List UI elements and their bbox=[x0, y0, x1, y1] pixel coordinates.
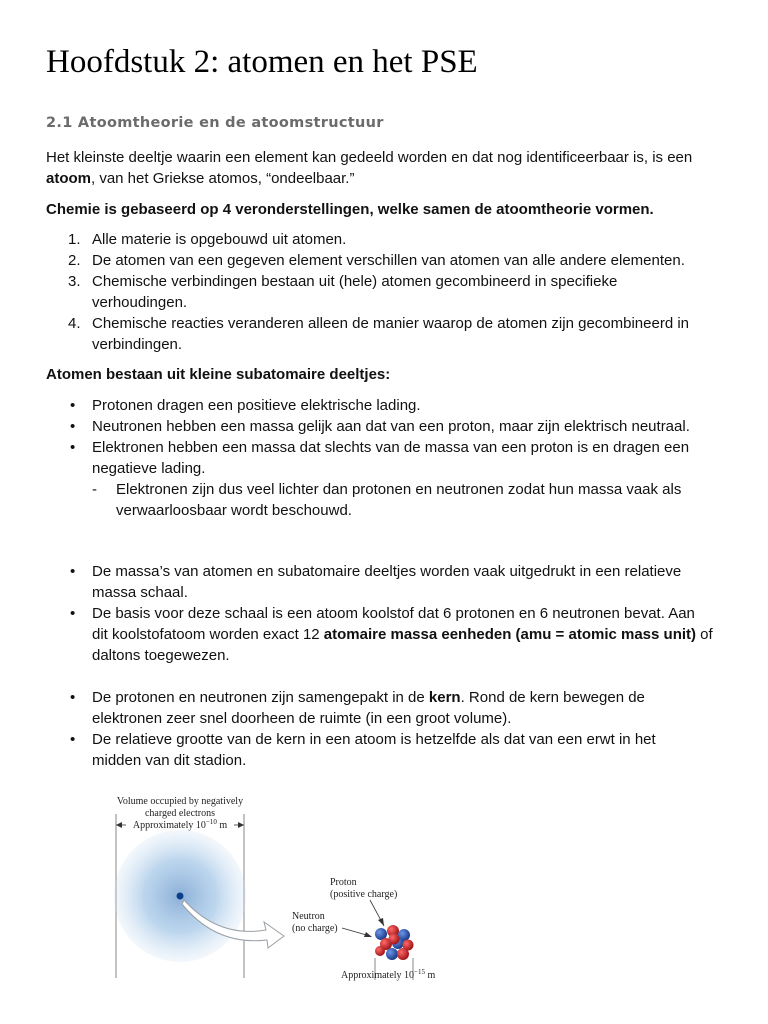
proton-label-2: (positive charge) bbox=[330, 889, 398, 900]
text-segment: of bbox=[696, 626, 713, 643]
atom-structure-figure bbox=[98, 788, 478, 988]
list-number: 2. bbox=[68, 252, 81, 269]
list-item-continuation: negatieve lading. bbox=[92, 460, 206, 477]
amu-bold-term: atomaire massa eenheden (amu = atomic mass unit) bbox=[323, 626, 697, 643]
subatomic-heading: Atomen bestaan uit kleine subatomaire deeltjes: bbox=[46, 366, 391, 383]
neutron-sphere bbox=[386, 948, 398, 960]
text-segment: . Rond de kern bewegen de bbox=[460, 689, 645, 706]
electron-cloud-label-2: charged electrons bbox=[144, 808, 216, 819]
theory-heading: Chemie is gebaseerd op 4 veronderstellingen, welke samen de atoomtheorie vormen. bbox=[46, 201, 654, 218]
list-item: Alle materie is opgebouwd uit atomen. bbox=[92, 231, 347, 248]
list-item: Protonen dragen een positieve elektrische lading. bbox=[92, 397, 421, 414]
bullet-icon: • bbox=[70, 605, 76, 622]
text-segment: dit koolstofatoom worden exact 12 bbox=[92, 626, 324, 643]
dash-marker: - bbox=[92, 481, 97, 498]
bullet-icon: • bbox=[70, 418, 76, 435]
list-item-continuation: verhoudingen. bbox=[92, 294, 188, 311]
proton-label: Proton bbox=[330, 877, 357, 888]
sub-list-item: Elektronen zijn dus veel lichter dan protonen en neutronen zodat hun massa vaak als bbox=[116, 481, 682, 498]
bullet-icon: • bbox=[70, 731, 76, 748]
list-item: De relatieve grootte van de kern in een atoom is hetzelfde als dat van een erwt in het bbox=[92, 731, 656, 748]
list-item-continuation: midden van dit stadion. bbox=[92, 752, 247, 769]
kern-bold-term: kern bbox=[428, 689, 461, 706]
proton-sphere bbox=[375, 946, 385, 956]
proton-sphere bbox=[397, 948, 409, 960]
list-item: Elektronen hebben een massa dat slechts van de massa van een proton is en dragen een bbox=[92, 439, 690, 456]
list-item-continuation: elektronen zeer snel doorheen de ruimte (in een groot volume). bbox=[92, 710, 512, 727]
arrowhead-right-icon bbox=[238, 822, 244, 828]
atom-size-text: Approximately 10 bbox=[132, 820, 206, 831]
nucleus-size-label bbox=[341, 968, 436, 981]
list-item: Neutronen hebben een massa gelijk aan dat van een proton, maar zijn elektrisch neutraal. bbox=[92, 418, 690, 435]
bullet-icon: • bbox=[70, 689, 76, 706]
sub-list-item-continuation: verwaarloosbaar wordt beschouwd. bbox=[116, 502, 352, 519]
nucleus-dot bbox=[177, 893, 184, 900]
neutron-label-2: (no charge) bbox=[292, 923, 338, 934]
nucleus-size-exponent: −15 bbox=[414, 968, 425, 976]
bullet-icon: • bbox=[70, 397, 76, 414]
list-number: 4. bbox=[68, 315, 81, 332]
intro-rest: , van het Griekse atomos, “ondeelbaar.” bbox=[91, 170, 355, 187]
list-item: De massa’s van atomen en subatomaire deeltjes worden vaak uitgedrukt in een relatieve bbox=[92, 563, 682, 580]
atom-size-unit: m bbox=[216, 820, 228, 831]
list-item: Chemische reacties veranderen alleen de manier waarop de atomen zijn gecombineerd in bbox=[92, 315, 690, 332]
section-heading: 2.1 Atoomtheorie en de atoomstructuur bbox=[46, 115, 384, 131]
list-number: 1. bbox=[68, 231, 81, 248]
neutron-label: Neutron bbox=[292, 911, 325, 922]
list-item-continuation: massa schaal. bbox=[92, 584, 188, 601]
neutron-arrowhead-icon bbox=[364, 932, 372, 937]
text-segment: De protonen en neutronen zijn samengepakt in de bbox=[92, 689, 429, 706]
intro-line-1: Het kleinste deeltje waarin een element kan gedeeld worden en dat nog identificeerbaar is, is een bbox=[46, 149, 693, 166]
atom-size-label bbox=[133, 818, 228, 831]
list-item-continuation: verbindingen. bbox=[92, 336, 183, 353]
page-title: Hoofdstuk 2: atomen en het PSE bbox=[46, 44, 478, 80]
nucleus-size-unit: m bbox=[425, 970, 436, 981]
atom-size-exponent: −10 bbox=[205, 818, 217, 826]
arrowhead-left-icon bbox=[116, 822, 122, 828]
nucleus-size-text: Approximately 10 bbox=[341, 970, 415, 981]
nucleus-cluster bbox=[375, 925, 414, 960]
list-item-continuation bbox=[92, 624, 722, 645]
list-item: De atomen van een gegeven element verschillen van atomen van alle andere elementen. bbox=[92, 252, 685, 269]
list-item-continuation: daltons toegewezen. bbox=[92, 647, 230, 664]
list-number: 3. bbox=[68, 273, 81, 290]
atom-diagram-svg bbox=[98, 788, 478, 988]
electron-cloud-label: Volume occupied by negatively bbox=[116, 796, 244, 807]
proton-arrowhead-icon bbox=[378, 918, 384, 926]
list-item: Chemische verbindingen bestaan uit (hele) atomen gecombineerd in specifieke bbox=[92, 273, 618, 290]
bullet-icon: • bbox=[70, 563, 76, 580]
proton-sphere bbox=[389, 934, 400, 945]
list-item: De basis voor deze schaal is een atoom koolstof dat 6 protonen en 6 neutronen bevat. Aan bbox=[92, 605, 695, 622]
list-item bbox=[92, 687, 722, 708]
bullet-icon: • bbox=[70, 439, 76, 456]
intro-line-2 bbox=[46, 168, 736, 189]
intro-bold-word: atoom bbox=[46, 170, 91, 187]
